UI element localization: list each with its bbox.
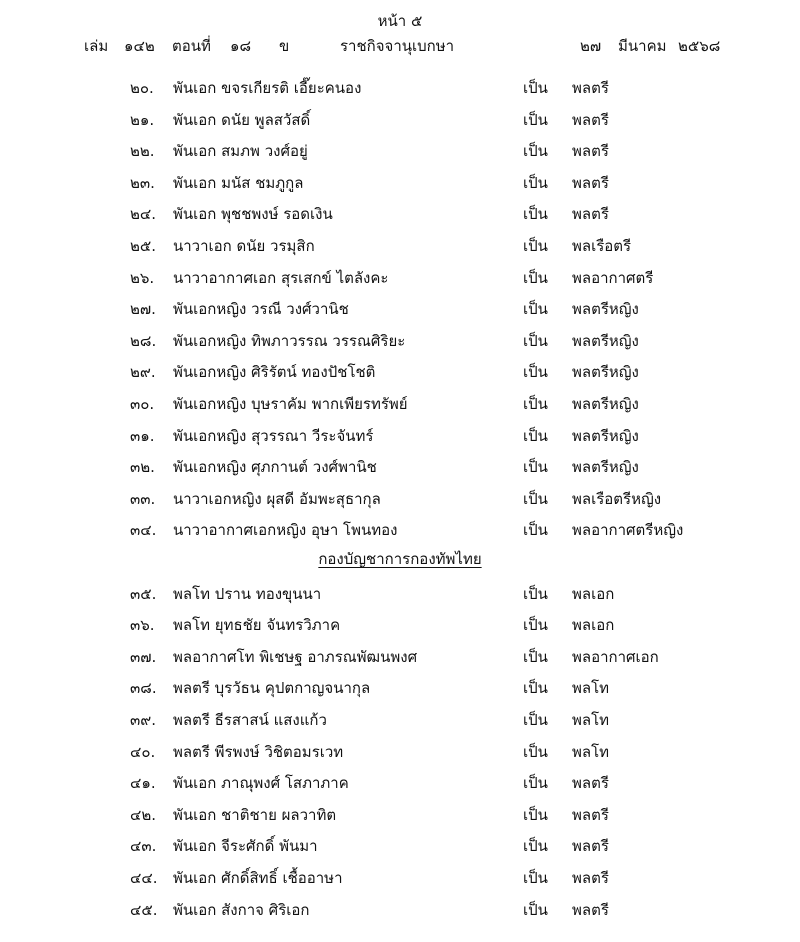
new-rank: พลโท [572, 742, 610, 761]
list-item [0, 76, 800, 100]
list-item [0, 771, 800, 795]
as-label: เป็น [523, 363, 548, 382]
list-item [0, 708, 800, 732]
new-rank: พลโท [572, 679, 610, 698]
as-label: เป็น [523, 774, 548, 793]
list-item [0, 424, 800, 448]
new-rank: พลตรี [572, 205, 609, 224]
as-label: เป็น [523, 110, 548, 129]
new-rank: พลตรี [572, 900, 609, 919]
as-label: เป็น [523, 173, 548, 192]
as-label: เป็น [523, 900, 548, 919]
list-item [0, 392, 800, 416]
item-number: ๒๐. [130, 79, 154, 97]
list-item [0, 297, 800, 321]
item-number: ๔๒. [130, 805, 157, 824]
date-month: มีนาคม [618, 37, 667, 55]
person-name: พลโท ยุทธชัย จันทรวิภาค [173, 616, 341, 635]
as-label: เป็น [523, 142, 548, 161]
new-rank: พลอากาศตรี [572, 268, 654, 287]
person-name: พันเอก ภาณุพงศ์ โสภาภาค [173, 774, 349, 793]
as-label: เป็น [523, 300, 548, 319]
as-label: เป็น [523, 742, 548, 761]
as-label: เป็น [523, 237, 548, 255]
person-name: พันเอกหญิง วรณี วงศ์วานิช [173, 300, 349, 319]
item-number: ๔๐. [130, 742, 156, 761]
part-suffix: ข [279, 37, 290, 55]
list-item [0, 108, 800, 132]
as-label: เป็น [523, 489, 548, 508]
new-rank: พลเอก [572, 616, 615, 635]
page-number: หน้า ๕ [377, 12, 423, 30]
person-name: พันเอก ชาติชาย ผลวาทิต [173, 805, 337, 824]
as-label: เป็น [523, 426, 548, 445]
as-label: เป็น [523, 679, 548, 698]
as-label: เป็น [523, 205, 548, 224]
new-rank: พลตรีหญิง [572, 458, 639, 477]
list-item [0, 866, 800, 890]
new-rank: พลอากาศตรีหญิง [572, 521, 684, 540]
item-number: ๔๑. [130, 774, 156, 793]
section-heading [0, 547, 800, 571]
new-rank: พลตรี [572, 110, 609, 129]
item-number: ๓๔. [130, 521, 157, 540]
list-item [0, 740, 800, 764]
part-number: ๑๘ [230, 37, 252, 55]
as-label: เป็น [523, 584, 548, 603]
item-number: ๒๗. [130, 300, 156, 319]
list-item [0, 487, 800, 511]
item-number: ๔๕. [130, 900, 158, 919]
list-item [0, 676, 800, 700]
as-label: เป็น [523, 869, 548, 887]
book-label: เล่ม [84, 37, 109, 55]
new-rank: พลตรี [572, 79, 609, 97]
item-number: ๒๖. [130, 268, 155, 287]
new-rank: พลโท [572, 711, 610, 729]
person-name: พลอากาศโท พิเชษฐ อาภรณพัฒนพงศ [173, 647, 418, 666]
person-name: พันเอกหญิง ศุภกานต์ วงศ์พานิช [173, 458, 377, 477]
as-label: เป็น [523, 395, 548, 413]
new-rank: พลตรีหญิง [572, 331, 639, 350]
person-name: พลตรี ธีรสาสน์ แสงแก้ว [173, 711, 327, 729]
as-label: เป็น [523, 268, 548, 287]
date-day: ๒๗ [580, 37, 602, 55]
person-name: พันเอก ขจรเกียรติ เอี๊ยะคนอง [173, 79, 362, 97]
item-number: ๒๕. [130, 237, 157, 255]
new-rank: พลตรี [572, 173, 609, 192]
new-rank: พลตรีหญิง [572, 395, 639, 413]
list-item [0, 329, 800, 353]
list-item [0, 645, 800, 669]
new-rank: พลเอก [572, 584, 615, 603]
person-name: พันเอก มนัส ชมภูกูล [173, 173, 304, 192]
list-item [0, 834, 800, 858]
list-item [0, 171, 800, 195]
new-rank: พลเรือตรี [572, 237, 632, 255]
new-rank: พลตรี [572, 805, 609, 824]
item-number: ๒๑. [130, 110, 155, 129]
person-name: พันเอกหญิง ทิพภาวรรณ วรรณศิริยะ [173, 331, 406, 350]
item-number: ๓๘. [130, 679, 157, 698]
list-item [0, 139, 800, 163]
list-item [0, 803, 800, 827]
item-number: ๓๑. [130, 426, 155, 445]
list-item [0, 360, 800, 384]
as-label: เป็น [523, 331, 548, 350]
person-name: พันเอกหญิง สุวรรณา วีระจันทร์ [173, 426, 374, 445]
as-label: เป็น [523, 805, 548, 824]
person-name: พันเอก ดนัย พูลสวัสดิ์ [173, 110, 311, 129]
person-name: นาวาอากาศเอกหญิง อุษา โพนทอง [173, 521, 398, 540]
list-item [0, 455, 800, 479]
person-name: พันเอก จีระศักดิ์ พันมา [173, 837, 318, 856]
as-label: เป็น [523, 616, 548, 635]
person-name: พลโท ปราน ทองขุนนา [173, 584, 322, 603]
new-rank: พลตรีหญิง [572, 426, 639, 445]
list-item [0, 518, 800, 542]
item-number: ๒๒. [130, 142, 155, 161]
new-rank: พลตรี [572, 774, 609, 793]
as-label: เป็น [523, 521, 548, 540]
item-number: ๓๗. [130, 647, 157, 666]
as-label: เป็น [523, 711, 548, 729]
date-year: ๒๕๖๘ [678, 37, 721, 55]
item-number: ๓๙. [130, 711, 157, 729]
person-name: นาวาเอก ดนัย วรมุสิก [173, 237, 315, 255]
part-label: ตอนที่ [172, 37, 211, 55]
as-label: เป็น [523, 79, 548, 97]
gazette-header [0, 34, 800, 56]
new-rank: พลตรี [572, 837, 609, 856]
list-item [0, 266, 800, 290]
item-number: ๔๔. [130, 869, 158, 887]
person-name: พันเอก ศักดิ์สิทธิ์ เชื้ออาษา [173, 869, 343, 887]
item-number: ๓๓. [130, 489, 156, 508]
person-name: นาวาอากาศเอก สุรเสกข์ ไตลังคะ [173, 268, 389, 287]
item-number: ๒๘. [130, 331, 157, 350]
item-number: ๓๐. [130, 395, 155, 413]
person-name: พันเอก สังกาจ ศิริเอก [173, 900, 310, 919]
list-item [0, 582, 800, 606]
list-item [0, 613, 800, 637]
new-rank: พลตรี [572, 142, 609, 161]
item-number: ๔๓. [130, 837, 157, 856]
new-rank: พลตรีหญิง [572, 363, 639, 382]
person-name: พันเอกหญิง ศิริรัตน์ ทองปัชโชติ [173, 363, 376, 382]
person-name: นาวาเอกหญิง ผุสดี อัมพะสุธากุล [173, 489, 381, 508]
item-number: ๓๕. [130, 584, 157, 603]
gazette-title: ราชกิจจานุเบกษา [340, 37, 455, 55]
new-rank: พลตรีหญิง [572, 300, 639, 319]
list-item [0, 202, 800, 226]
as-label: เป็น [523, 837, 548, 856]
item-number: ๒๔. [130, 205, 157, 224]
item-number: ๒๙. [130, 363, 156, 382]
as-label: เป็น [523, 647, 548, 666]
person-name: พันเอก พุชชพงษ์ รอดเงิน [173, 205, 333, 224]
volume-number: ๑๔๒ [124, 37, 155, 55]
item-number: ๓๒. [130, 458, 155, 477]
list-item [0, 898, 800, 922]
new-rank: พลตรี [572, 869, 609, 887]
person-name: พลตรี บุรวัธน คุปตกาญจนากุล [173, 679, 371, 698]
person-name: พลตรี พีรพงษ์ วิชิตอมรเวท [173, 742, 344, 761]
section-heading-text: กองบัญชาการกองทัพไทย [318, 550, 482, 568]
new-rank: พลอากาศเอก [572, 647, 659, 666]
person-name: พันเอก สมภพ วงศ์อยู่ [173, 142, 308, 161]
new-rank: พลเรือตรีหญิง [572, 489, 662, 508]
as-label: เป็น [523, 458, 548, 477]
list-item [0, 234, 800, 258]
item-number: ๒๓. [130, 173, 155, 192]
person-name: พันเอกหญิง บุษราคัม พากเพียรทรัพย์ [173, 395, 408, 413]
item-number: ๓๖. [130, 616, 155, 635]
